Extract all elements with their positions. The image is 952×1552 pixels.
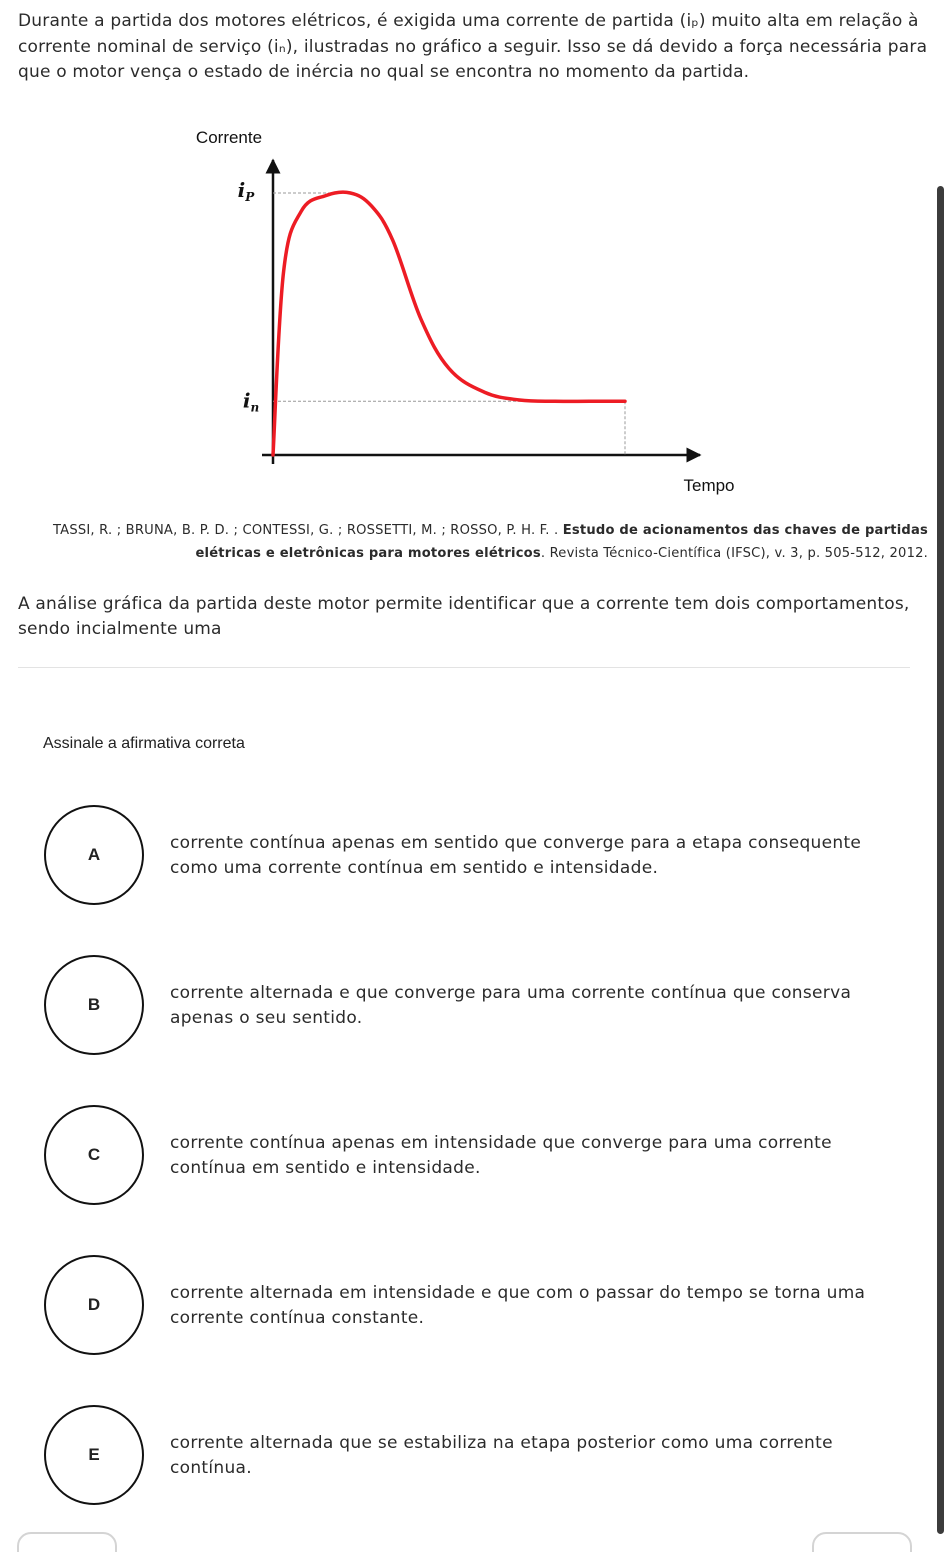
question-continuation: A análise gráfica da partida deste motor permite identificar que a corrente tem dois comportamentos, sendo incialmente uma — [18, 594, 910, 639]
option-d-letter[interactable]: D — [44, 1255, 144, 1355]
x-axis-label: Tempo — [683, 476, 735, 495]
citation-authors: TASSI, R. ; BRUNA, B. P. D. ; CONTESSI, G. ; ROSSETTI, M. ; ROSSO, P. H. F. . — [53, 523, 559, 538]
in-symbol: iₙ — [273, 36, 286, 57]
option-b[interactable] — [42, 955, 902, 1059]
next-button[interactable] — [812, 1532, 912, 1552]
ip-tick-sub: P — [245, 190, 255, 204]
question-statement — [18, 9, 930, 86]
option-e-letter[interactable]: E — [44, 1405, 144, 1505]
in-tick-main: i — [242, 388, 251, 413]
option-c-letter[interactable]: C — [44, 1105, 144, 1205]
ip-symbol: iₚ — [686, 11, 699, 31]
divider — [18, 667, 910, 668]
ip-tick-main: i — [237, 178, 246, 202]
option-a-text[interactable]: corrente contínua apenas em sentido que converge para a etapa consequente como uma corrente contínua em sentido e intensidade. — [170, 833, 862, 878]
citation-title: Estudo de acionamentos das chaves de partidas elétricas e eletrônicas para motores elétricos — [195, 523, 928, 561]
in-tick-label — [243, 388, 259, 414]
option-a[interactable] — [42, 805, 902, 909]
option-c-text[interactable]: corrente contínua apenas em intensidade que converge para uma corrente contínua em sentido e intensidade. — [170, 1133, 832, 1178]
option-a-letter[interactable]: A — [44, 805, 144, 905]
y-axis-label: Corrente — [195, 128, 263, 147]
option-d[interactable] — [42, 1255, 902, 1359]
option-e[interactable] — [42, 1405, 902, 1509]
option-e-text[interactable]: corrente alternada que se estabiliza na etapa posterior como uma corrente contínua. — [170, 1433, 833, 1478]
intro-text-3: ), ilustradas no gráfico a seguir. Isso se dá devido a força necessária para que o motor vença o estado de inércia no qual se encontra no momento da partida. — [18, 36, 928, 82]
in-tick-sub: n — [250, 400, 260, 415]
intro-text-1: Durante a partida dos motores elétricos, é exigida uma corrente de partida ( — [18, 11, 687, 31]
option-c[interactable] — [42, 1105, 902, 1209]
current-series-line — [273, 192, 625, 455]
option-d-text[interactable]: corrente alternada em intensidade e que com o passar do tempo se torna uma corrente contínua constante. — [170, 1283, 866, 1328]
option-b-letter[interactable]: B — [44, 955, 144, 1055]
option-b-text[interactable]: corrente alternada e que converge para uma corrente contínua que conserva apenas o seu sentido. — [170, 983, 852, 1028]
scrollbar[interactable] — [937, 186, 944, 1534]
instruction: Assinale a afirmativa correta — [43, 735, 245, 752]
citation-source: . Revista Técnico-Científica (IFSC), v. 3, p. 505-512, 2012. — [540, 546, 928, 561]
citation — [28, 519, 928, 565]
ip-tick-label — [238, 178, 256, 204]
previous-button[interactable] — [17, 1532, 117, 1552]
intro-text-2: ) muito alta em relação à corrente nominal de serviço ( — [18, 11, 919, 57]
